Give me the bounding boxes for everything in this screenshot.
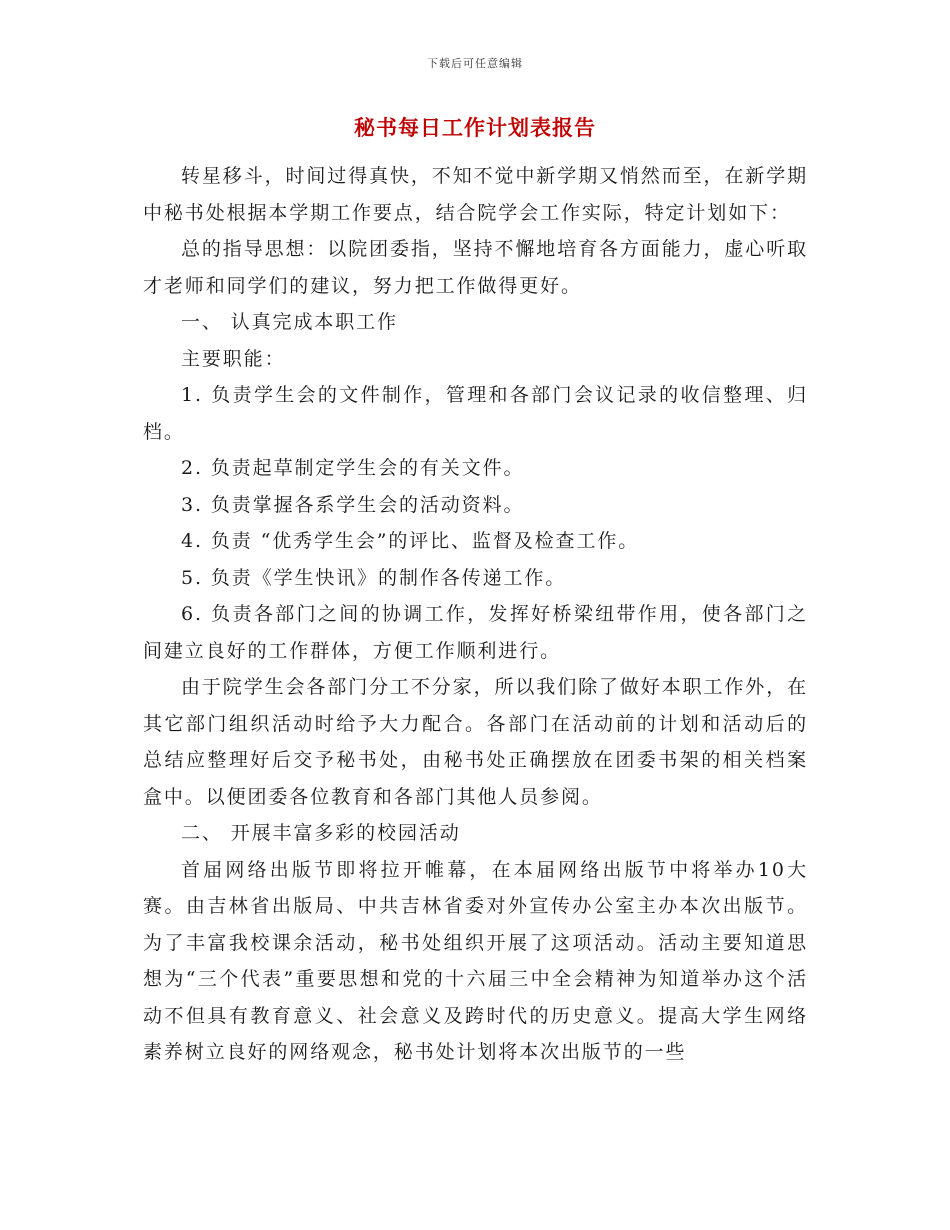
list-item-6: 6. 负责各部门之间的协调工作，发挥好桥梁纽带作用，使各部门之间建立良好的工作群体，方便工作顺利进行。 bbox=[143, 603, 808, 662]
list-item-2: 2. 负责起草制定学生会的有关文件。 bbox=[181, 457, 525, 479]
list-item-5: 5. 负责《学生快讯》的制作各传递工作。 bbox=[181, 566, 567, 589]
document-body bbox=[143, 158, 808, 1071]
paragraph-guiding-thought: 总的指导思想：以院团委指，坚持不懈地培育各方面能力，虚心听取才老师和同学们的建议，努力把工作做得更好。 bbox=[143, 238, 809, 297]
paragraph-cooperation: 由于院学生会各部门分工不分家，所以我们除了做好本职工作外，在其它部门组织活动时给予大力配合。各部门在活动前的计划和活动后的总结应整理好后交予秘书处，由秘书处正确摆放在团委书架的相关档案盒中。以便团委各位教育和各部门其他人员参阅。 bbox=[143, 676, 809, 808]
section-heading-2: 二、 开展丰富多彩的校园活动 bbox=[181, 822, 461, 844]
list-item-1: 1. 负责学生会的文件制作，管理和各部门会议记录的收信整理、归档。 bbox=[143, 384, 808, 443]
header-note: 下载后可任意编辑 bbox=[427, 57, 523, 70]
list-item-3: 3. 负责掌握各系学生会的活动资料。 bbox=[181, 493, 525, 516]
list-item-4: 4. 负责 “优秀学生会”的评比、监督及检查工作。 bbox=[181, 530, 640, 552]
document-title: 秘书每日工作计划表报告 bbox=[354, 115, 596, 140]
paragraph-publishing-festival: 首届网络出版节即将拉开帷幕，在本届网络出版节中将举办10大赛。由吉林省出版局、中共吉林省委对外宣传办公室主办本次出版节。为了丰富我校课余活动，秘书处组织开展了这项活动。活动主要知道思想为“三个代表”重要思想和党的十六届三中全会精神为知道举办这个活动不但具有教育意义、社会意义及跨时代的历史意义。提高大学生网络素养树立良好的网络观念，秘书处计划将本次出版节的一些 bbox=[143, 858, 808, 1063]
paragraph-main-duties-label: 主要职能： bbox=[181, 347, 286, 370]
section-heading-1: 一、 认真完成本职工作 bbox=[181, 311, 398, 333]
paragraph-intro: 转星移斗，时间过得真快，不知不觉中新学期又悄然而至，在新学期中秘书处根据本学期工作要点，结合院学会工作实际，特定计划如下： bbox=[143, 165, 809, 224]
